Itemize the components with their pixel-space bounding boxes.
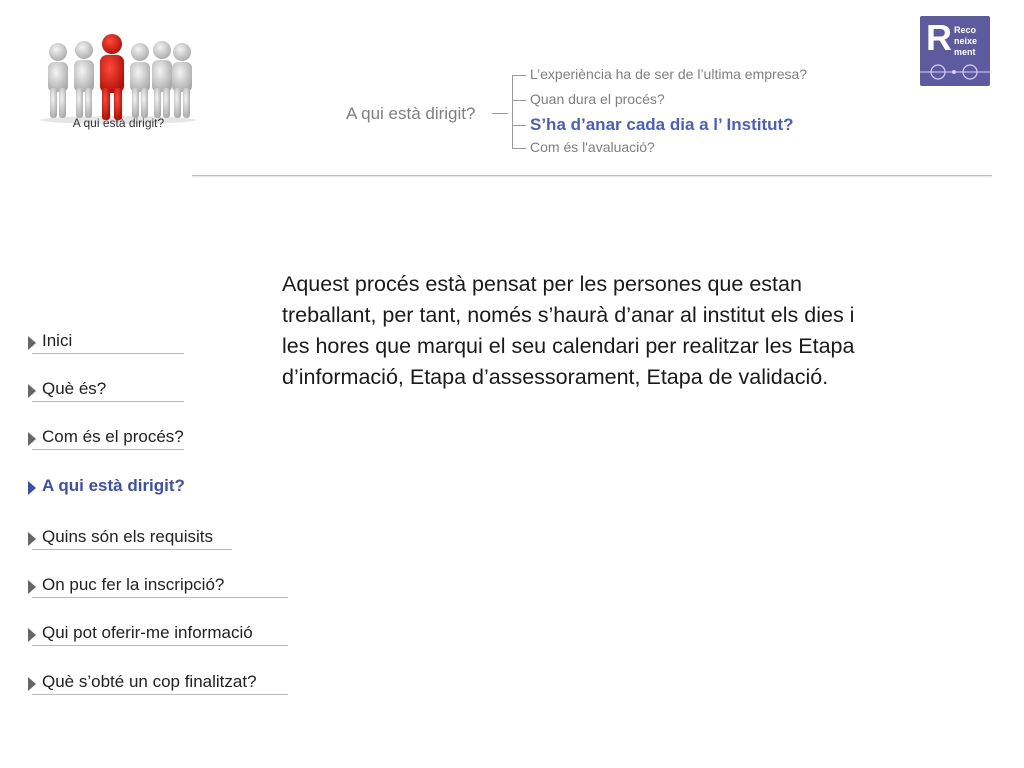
branch-tick — [512, 75, 526, 76]
header-divider — [192, 175, 992, 176]
nav-underline — [32, 353, 184, 354]
nav-arrow-icon — [28, 481, 36, 495]
tree-branch-line — [512, 75, 513, 148]
subtopic-evaluation[interactable] — [512, 139, 655, 155]
logo-letter: R — [926, 17, 952, 58]
branch-tick — [512, 148, 526, 149]
branch-tick — [512, 100, 526, 101]
nav-arrow-icon — [28, 677, 36, 691]
tree-connector — [492, 113, 508, 114]
logo-word: neixe — [954, 36, 978, 46]
subtopic-experience[interactable] — [512, 66, 807, 82]
nav-arrow-icon — [28, 580, 36, 594]
logo-word: ment — [954, 47, 976, 57]
nav-arrow-icon — [28, 628, 36, 642]
nav-underline — [32, 645, 288, 646]
branch-tick — [512, 125, 526, 126]
reconeixement-logo — [920, 16, 990, 86]
nav-underline — [32, 549, 232, 550]
subtopic-label: L’experiència ha de ser de l’ultima empresa? — [530, 66, 808, 82]
nav-item-label: Inici — [42, 331, 73, 350]
nav-item-label: Què és? — [42, 379, 107, 398]
nav-item-label: Quins són els requisits — [42, 527, 214, 546]
nav-arrow-icon — [28, 432, 36, 446]
nav-item-label: A qui està dirigit? — [42, 476, 185, 495]
gears-icon — [920, 60, 990, 84]
nav-item-label: On puc fer la inscripció? — [42, 575, 225, 594]
group-people-illustration — [36, 30, 201, 125]
main-paragraph: Aquest procés està pensat per les persones que estan treballant, per tant, només s’haurà d’anar al institut els dies i les hores que marqui el seu calendari per realitzar les Etapa d’informació, Etapa d’assessorament, Etapa de validació. — [282, 272, 855, 389]
subtopic-duration[interactable] — [512, 91, 665, 107]
nav-underline — [32, 401, 184, 402]
subtopic-label: S’ha d’anar cada dia a l’ Institut? — [530, 115, 794, 134]
nav-underline — [32, 694, 288, 695]
nav-arrow-icon — [28, 532, 36, 546]
nav-item-label: Com és el procés? — [42, 427, 184, 446]
logo-word: Reco — [954, 25, 977, 35]
figure-caption: A qui està dirigit? — [72, 116, 165, 130]
nav-item-label: Què s’obté un cop finalitzat? — [42, 672, 257, 691]
nav-arrow-icon — [28, 384, 36, 398]
subtopic-attendance[interactable] — [512, 115, 794, 135]
nav-underline — [32, 449, 184, 450]
section-title: A qui està dirigit? — [346, 104, 476, 123]
nav-underline — [32, 597, 288, 598]
nav-item-label: Qui pot oferir-me informació — [42, 623, 253, 642]
subtopic-label: Quan dura el procés? — [530, 91, 665, 107]
nav-arrow-icon — [28, 336, 36, 350]
people-icon — [36, 30, 201, 125]
subtopic-label: Com és l'avaluació? — [530, 139, 655, 155]
